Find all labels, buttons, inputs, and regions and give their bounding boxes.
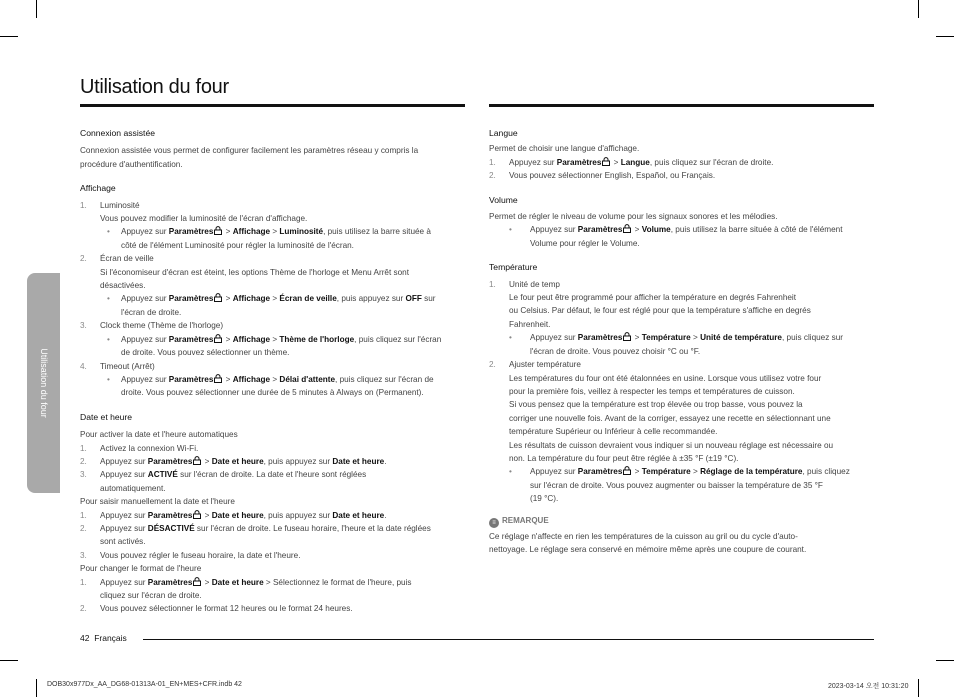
crop-mark <box>0 36 18 37</box>
section-heading: Volume <box>489 194 518 205</box>
side-tab <box>27 273 60 493</box>
page-number: 42 Français <box>80 633 127 643</box>
lock-icon <box>623 332 631 341</box>
paragraph: Pour changer le format de l'heure <box>80 564 202 574</box>
title-rule-left <box>80 104 465 107</box>
crop-mark <box>936 36 954 37</box>
list-item: 1. Luminosité <box>80 200 140 210</box>
lock-icon <box>602 157 610 166</box>
paragraph: Pour activer la date et l'heure automatiques <box>80 430 238 440</box>
right-column <box>489 127 879 556</box>
list-item: 1. Activez la connexion Wi-Fi. <box>80 443 199 453</box>
section-heading: Température <box>489 262 538 273</box>
paragraph: Permet de choisir une langue d'affichage. <box>489 144 640 154</box>
list-item: 2. Vous pouvez sélectionner English, Español, ou Français. <box>489 171 716 181</box>
side-tab-label: Utilisation du four <box>38 348 49 418</box>
crop-mark <box>0 660 18 661</box>
file-info: DOB30x977Dx_AA_DG68-01313A-01_EN+MES+CFR.indb 42 <box>47 681 242 688</box>
list-item: 3. Appuyez sur ACTIVÉ sur l'écran de droite. La date et l'heure sont réglées automatiquement. <box>80 470 367 493</box>
crop-mark <box>36 679 37 697</box>
footer-rule <box>143 639 874 640</box>
left-column <box>80 127 470 616</box>
paragraph: Connexion assistée vous permet de configurer facilement les paramètres réseau y compris la <box>80 146 419 156</box>
date-info: 2023-03-14 오전 10:31:20 <box>828 683 909 690</box>
list-item: 2. Appuyez sur Paramètres > Date et heure, puis appuyez sur Date et heure. <box>80 456 387 466</box>
paragraph: Permet de régler le niveau de volume pour les signaux sonores et les mélodies. <box>489 212 778 222</box>
bullet-item: • Appuyez sur Paramètres > Affichage > Délai d'attente, puis cliquez sur l'écran de droite. Vous pouvez sélectionner une durée de 5 minutes à Always on (Permanent). <box>107 374 434 398</box>
crop-mark <box>936 660 954 661</box>
lock-icon <box>193 577 201 586</box>
paragraph: Le four peut être programmé pour afficher la température en degrés Fahrenheit ou Celsius. Par défaut, le four est réglé pour que la température s'affiche en degrés Fahrenheit. <box>509 293 811 329</box>
lock-icon <box>214 226 222 235</box>
list-item: 2. Appuyez sur DÉSACTIVÉ sur l'écran de droite. Le fuseau horaire, l'heure et la date réglées sont activés. <box>80 523 431 547</box>
lock-icon <box>193 510 201 519</box>
title-rule-right <box>489 104 874 107</box>
crop-mark <box>918 679 919 697</box>
list-item: 1. Appuyez sur Paramètres > Langue, puis cliquez sur l'écran de droite. <box>489 157 774 167</box>
list-item: 3. Vous pouvez régler le fuseau horaire, la date et l'heure. <box>80 550 301 560</box>
lock-icon <box>214 374 222 383</box>
lock-icon <box>623 224 631 233</box>
list-item: 1. Appuyez sur Paramètres > Date et heure, puis appuyez sur Date et heure. <box>80 510 387 520</box>
crop-mark <box>36 0 37 18</box>
bullet-item: • Appuyez sur Paramètres > Température > Unité de température, puis cliquez sur l'écran de droite. Vous pouvez choisir °C ou °F. <box>509 333 843 356</box>
bullet-item: • Appuyez sur Paramètres > Affichage > Luminosité, puis utilisez la barre située à côté de l'élément Luminosité pour régler la luminosité de l'écran. <box>107 227 431 250</box>
bullet-item: • Appuyez sur Paramètres > Affichage > Écran de veille, puis appuyez sur OFF sur l'écran de droite. <box>107 294 436 317</box>
lock-icon <box>193 456 201 465</box>
list-item: 2. Ajuster température <box>489 360 581 370</box>
paragraph: Vous pouvez modifier la luminosité de l'écran d'affichage. <box>100 214 308 224</box>
lock-icon <box>214 334 222 343</box>
paragraph: Si l'économiseur d'écran est éteint, les options Thème de l'horloge et Menu Arrêt sont désactivées. <box>100 267 410 291</box>
paragraph: procédure d'authentification. <box>80 159 183 169</box>
section-heading: Connexion assistée <box>80 128 156 138</box>
section-heading: Langue <box>489 128 518 138</box>
lock-icon <box>214 293 222 302</box>
list-item: 4. Timeout (Arrêt) <box>80 361 155 371</box>
section-heading: Date et heure <box>80 411 133 422</box>
note-heading: ≡ REMARQUE <box>489 514 879 528</box>
list-item: 2. Écran de veille <box>80 254 154 264</box>
bullet-item: • Appuyez sur Paramètres > Volume, puis utilisez la barre située à côté de l'élément Volume pour régler le Volume. <box>509 225 843 248</box>
bullet-item: • Appuyez sur Paramètres > Affichage > Thème de l'horloge, puis cliquez sur l'écran de droite. Vous pouvez sélectionner un thème. <box>107 334 442 358</box>
list-item: 2. Vous pouvez sélectionner le format 12 heures ou le format 24 heures. <box>80 604 353 614</box>
list-item: 1. Unité de temp <box>489 279 560 289</box>
crop-mark <box>918 0 919 18</box>
page-title: Utilisation du four <box>80 76 229 98</box>
note-icon: ≡ <box>489 518 499 528</box>
list-item: 3. Clock theme (Thème de l'horloge) <box>80 321 224 331</box>
note-text: Ce réglage n'affecte en rien les températures de la cuisson au gril ou du cycle d'auto- nettoyage. Le réglage sera conservé en mémoire même après une coupure de courant. <box>489 531 807 554</box>
list-item: 1. Appuyez sur Paramètres > Date et heure > Sélectionnez le format de l'heure, puis cliquez sur l'écran de droite. <box>80 577 412 600</box>
paragraph: Pour saisir manuellement la date et l'heure <box>80 497 235 507</box>
bullet-item: • Appuyez sur Paramètres > Température > Réglage de la température, puis cliquez sur l'écran de droite. Vous pouvez augmenter ou baisser la température de 35 °F (19 °C). <box>509 467 850 504</box>
section-heading: Affichage <box>80 183 116 194</box>
paragraph: Les températures du four ont été étalonnées en usine. Lorsque vous utilisez votre four pour la première fois, veillez à respecter les temps et températures de cuisson. Si vous pensez que la température est trop élevée ou trop basse, vous pouvez la corriger une nouvelle fois. Avant de la corriger, essayez une recette en sélectionnant une température Supérieur ou Inférieur à celle recommandée. Les résultats de cuisson devraient vous indiquer si un nouveau réglage est nécessaire ou non. La température du four peut être réglée à ±35 °F (±19 °C). <box>509 373 834 463</box>
lock-icon <box>623 466 631 475</box>
